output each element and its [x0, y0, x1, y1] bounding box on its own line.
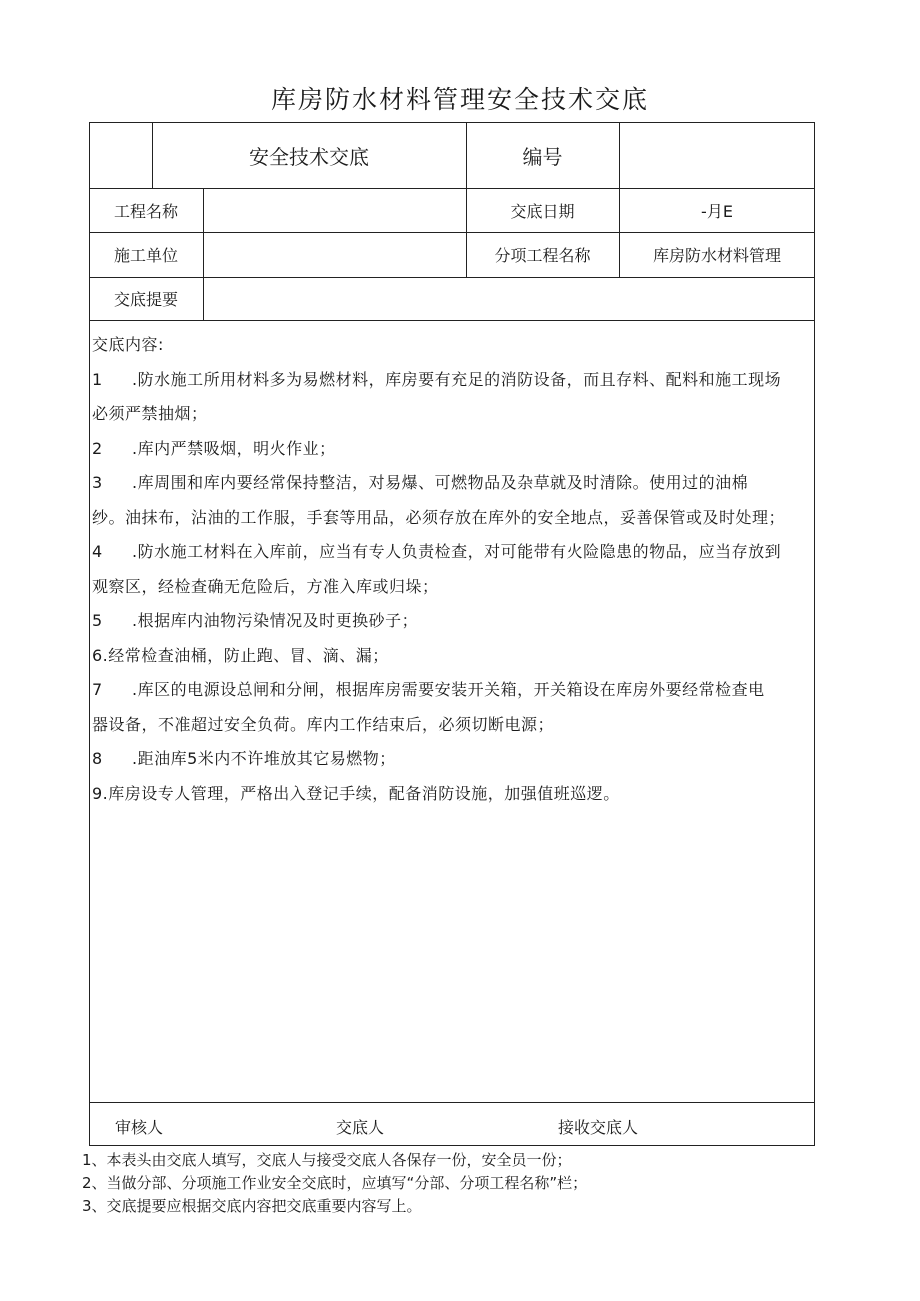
document-title: 库房防水材料管理安全技术交底: [270, 85, 649, 114]
footnote: 1、本表头由交底人填写，交底人与接受交底人各保存一份，安全员一份；: [82, 1151, 572, 1169]
receiver-label: 接收交底人: [558, 1118, 639, 1137]
unit-field[interactable]: [203, 232, 466, 277]
footnotes: [82, 1149, 587, 1218]
reviewer-label: 审核人: [115, 1118, 164, 1137]
footnote: 3、交底提要应根据交底内容把交底重要内容写上。: [82, 1197, 422, 1215]
content-line: 8 .距油库5米内不许堆放其它易燃物；: [92, 749, 396, 768]
content-line: 5 .根据库内油物污染情况及时更换砂子；: [92, 611, 419, 630]
summary-field[interactable]: [203, 277, 815, 320]
project-name-field[interactable]: [203, 188, 466, 232]
content-heading: 交底内容:: [92, 335, 164, 354]
summary-label: 交底提要: [113, 290, 178, 309]
date-value[interactable]: -月E: [701, 201, 733, 221]
project-name-label: 工程名称: [113, 201, 178, 221]
content-line: 9.库房设专人管理，严格出入登记手续，配备消防设施，加强值班巡逻。: [92, 783, 620, 803]
content-line: 1 .防水施工所用材料多为易燃材料，库房要有充足的消防设备，而且存料、配料和施工现场: [92, 369, 782, 389]
disclosure-content: [92, 328, 814, 811]
doc-type-label: 安全技术交底: [249, 144, 369, 169]
presenter-label: 交底人: [336, 1118, 385, 1137]
content-line: 观察区，经检查确无危险后，方准入库或归垛；: [92, 576, 439, 596]
footnote: 2、当做分部、分项施工作业安全交底时，应填写“分部、分项工程名称”栏；: [82, 1174, 588, 1192]
unit-label: 施工单位: [113, 246, 178, 265]
number-field[interactable]: [619, 122, 815, 188]
number-label: 编号: [522, 144, 563, 169]
content-line: 3 .库周围和库内要经常保持整洁，对易爆、可燃物品及杂草就及时清除。使用过的油棉: [92, 473, 749, 492]
content-line: 6.经常检查油桶，防止跑、冒、滴、漏；: [92, 645, 389, 665]
subproject-value[interactable]: 库房防水材料管理: [652, 246, 781, 265]
content-line: 必须严禁抽烟；: [92, 404, 208, 423]
row-divider: [89, 1102, 815, 1103]
content-line: 2 .库内严禁吸烟，明火作业；: [92, 438, 336, 458]
content-line: 7 .库区的电源设总闸和分闸，根据库房需要安装开关箱，开关箱设在库房外要经常检查电: [92, 680, 765, 699]
row-divider: [89, 320, 815, 321]
subproject-label: 分项工程名称: [494, 246, 591, 265]
content-line: 4 .防水施工材料在入库前，应当有专人负责检查，对可能带有火险隐患的物品，应当存放到: [92, 542, 782, 561]
content-line: 纱。油抹布，沾油的工作服，手套等用品，必须存放在库外的安全地点，妥善保管或及时处理；: [92, 507, 786, 527]
date-label: 交底日期: [510, 201, 575, 221]
content-line: 器设备，不准超过安全负荷。库内工作结束后，必须切断电源；: [92, 714, 555, 734]
